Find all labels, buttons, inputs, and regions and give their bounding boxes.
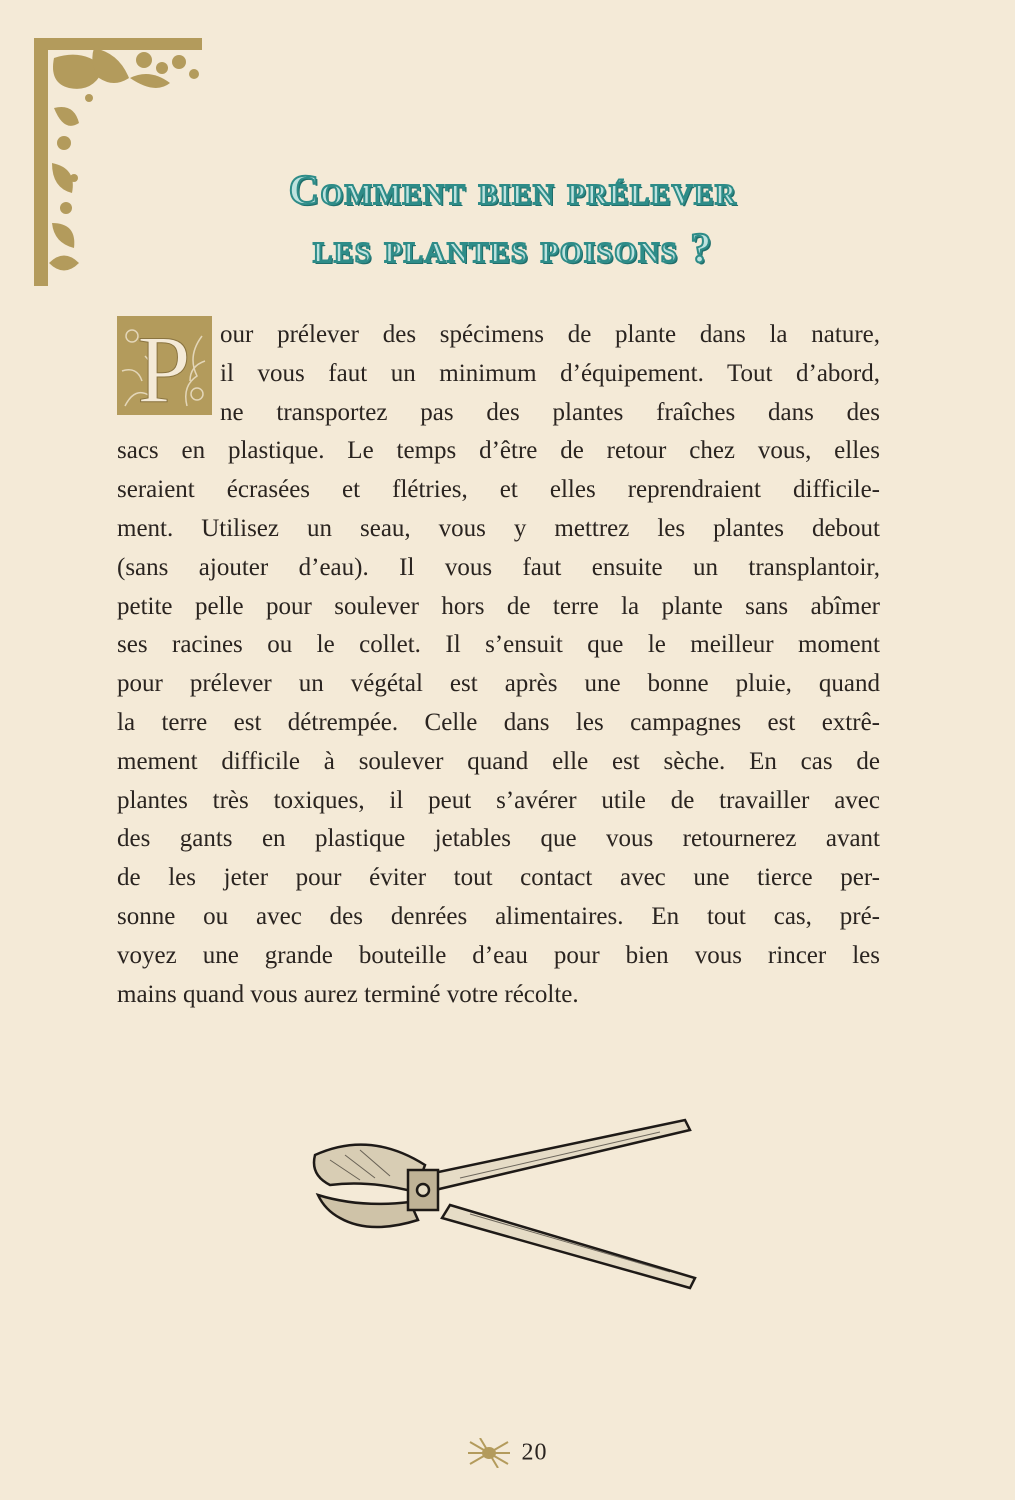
body-line: il vous faut un minimum d’équipement. Tout d’abord, xyxy=(220,359,880,387)
body-line: (sans ajouter d’eau). Il vous faut ensuite un transplantoir, xyxy=(117,553,880,581)
body-line: seraient écrasées et flétries, et elles reprendraient difficile- xyxy=(117,476,880,504)
body-line: our prélever des spécimens de plante dans la nature, xyxy=(220,321,880,348)
body-text xyxy=(117,316,880,1014)
body-line: ne transportez pas des plantes fraîches dans des xyxy=(220,398,880,426)
body-line: plantes très toxiques, il peut s’avérer utile de travailler avec xyxy=(117,786,880,814)
body-line: voyez une grande bouteille d’eau pour bien vous rincer les xyxy=(117,941,880,969)
body-line: la terre est détrempée. Celle dans les campagnes est extrê- xyxy=(117,708,880,736)
title-line-1: Comment bien prélever xyxy=(288,168,738,214)
body-line: sacs en plastique. Le temps d’être de retour chez vous, elles xyxy=(117,437,880,465)
body-line: de les jeter pour éviter tout contact avec une tierce per- xyxy=(117,864,880,892)
body-line: mains quand vous aurez terminé votre récolte. xyxy=(117,980,579,1008)
body-line: ses racines ou le collet. Il s’ensuit que le meilleur moment xyxy=(117,631,880,659)
body-line: des gants en plastique jetables que vous retournerez avant xyxy=(117,825,880,853)
body-line: ment. Utilisez un seau, vous y mettrez les plantes debout xyxy=(117,514,880,542)
page-title xyxy=(118,162,908,278)
spider-icon xyxy=(468,1438,510,1468)
body-line: sonne ou avec des denrées alimentaires. En tout cas, pré- xyxy=(117,902,880,930)
body-line: petite pelle pour soulever hors de terre la plante sans abîmer xyxy=(117,592,880,620)
body-line: mement difficile à soulever quand elle est sèche. En cas de xyxy=(117,747,880,775)
pruning-shears-icon xyxy=(300,1110,700,1290)
drop-cap-letter: P xyxy=(137,316,191,415)
page-footer xyxy=(0,1438,1015,1468)
title-line-2: les plantes poisons ? xyxy=(313,226,713,272)
body-line: pour prélever un végétal est après une bonne pluie, quand xyxy=(117,670,880,698)
page-number: 20 xyxy=(521,1439,548,1466)
